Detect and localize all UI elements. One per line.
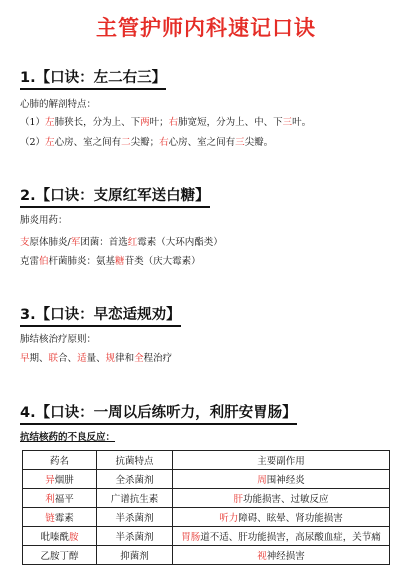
highlight-text: 胃肠 <box>181 532 201 543</box>
text-run: 克雷 <box>20 256 40 267</box>
section-1-line-2 <box>20 137 273 149</box>
cell-effect <box>173 508 390 527</box>
highlight-text: 规 <box>105 353 116 364</box>
text-run: 团菌：首选 <box>80 237 128 248</box>
section-3-line-1 <box>20 353 172 365</box>
highlight-text: 伯 <box>39 256 49 267</box>
text-run: 福平 <box>54 494 74 505</box>
cell-effect <box>173 470 390 489</box>
table-row <box>23 546 390 565</box>
highlight-text: 右 <box>159 137 169 148</box>
highlight-text: 全 <box>134 353 144 364</box>
section-1-line-1 <box>20 117 311 129</box>
text-run: 原体肺炎/ <box>29 237 71 248</box>
text-run: 围神经炎 <box>266 475 305 486</box>
text-run: （2） <box>20 137 46 148</box>
text-run: 肺宽短，分为上、中、下 <box>178 117 283 128</box>
table-row <box>23 489 390 508</box>
cell-drug <box>23 546 97 565</box>
cell-feature: 抑菌剂 <box>97 546 173 565</box>
adverse-reaction-table <box>22 450 390 565</box>
text-run: 合、 <box>58 353 78 364</box>
highlight-text: 早 <box>20 353 30 364</box>
highlight-text: 左 <box>45 137 55 148</box>
header-effect: 主要副作用 <box>173 451 390 470</box>
section-2-heading: 2.【口诀：支原红军送白糖】 <box>20 187 210 208</box>
page-title: 主管护师内科速记口诀 <box>96 16 316 40</box>
cell-feature: 半杀菌剂 <box>97 527 173 546</box>
text-run: 障碍、眩晕、肾功能损害 <box>238 513 343 524</box>
text-run: 苷类（庆大霉素） <box>124 256 201 267</box>
text-run: 杆菌肺炎：氨基 <box>48 256 116 267</box>
cell-effect <box>173 527 390 546</box>
text-run: 叶。 <box>292 117 312 128</box>
highlight-text: 周 <box>257 475 267 486</box>
highlight-text: 军 <box>70 237 81 248</box>
cell-drug <box>23 527 97 546</box>
section-2-label: 肺炎用药： <box>20 215 68 226</box>
cell-drug <box>23 470 97 489</box>
highlight-text: 利 <box>45 494 55 505</box>
cell-feature: 广谱抗生素 <box>97 489 173 508</box>
text-run: 霉素（大环内酯类） <box>137 237 223 248</box>
text-run: 肺狭长，分为上、下 <box>54 117 141 128</box>
header-drug: 药名 <box>23 451 97 470</box>
highlight-text: 二 <box>121 137 131 148</box>
highlight-text: 红 <box>127 237 138 248</box>
cell-drug <box>23 489 97 508</box>
text-run: （1） <box>20 117 46 128</box>
highlight-text: 链 <box>45 513 55 524</box>
section-4-label: 抗结核药的不良反应： <box>20 432 116 443</box>
text-run: 神经损害 <box>266 551 305 562</box>
text-run: 尖瓣； <box>130 137 160 148</box>
section-3-label: 肺结核治疗原则： <box>20 334 97 345</box>
cell-effect <box>173 489 390 508</box>
cell-effect <box>173 546 390 565</box>
section-4-heading: 4.【口诀：一周以后练听力，利肝安胃肠】 <box>20 404 297 425</box>
text-run: 心房、室之间有 <box>168 137 236 148</box>
cell-feature: 半杀菌剂 <box>97 508 173 527</box>
highlight-text: 联 <box>48 353 59 364</box>
text-run: 烟肼 <box>54 475 74 486</box>
text-run: 乙胺丁醇 <box>40 551 79 562</box>
highlight-text: 右 <box>168 117 179 128</box>
highlight-text: 肝 <box>233 494 243 505</box>
text-run: 程治疗 <box>143 353 173 364</box>
highlight-text: 异 <box>45 475 55 486</box>
section-3-heading: 3.【口诀：早恋适规劝】 <box>20 306 181 327</box>
text-run: 期、 <box>29 353 49 364</box>
table-header-row <box>23 451 390 470</box>
section-2-line-1 <box>20 237 223 249</box>
text-run: 量、 <box>86 353 106 364</box>
text-run: 道不适、肝功能损害，高尿酸血症，关节痛 <box>200 532 381 543</box>
highlight-text: 三 <box>235 137 245 148</box>
highlight-text: 两 <box>140 117 150 128</box>
highlight-text: 适 <box>77 353 87 364</box>
text-run: 吡嗪酰 <box>40 532 69 543</box>
header-feature: 抗菌特点 <box>97 451 173 470</box>
highlight-text: 三 <box>282 117 293 128</box>
text-run: 尖瓣。 <box>244 137 274 148</box>
text-run: 霉素 <box>54 513 74 524</box>
cell-drug <box>23 508 97 527</box>
text-run: 叶； <box>149 117 169 128</box>
section-1-heading: 1.【口诀：左二右三】 <box>20 69 166 90</box>
table-row <box>23 470 390 489</box>
cell-feature: 全杀菌剂 <box>97 470 173 489</box>
table-row <box>23 508 390 527</box>
highlight-text: 糖 <box>115 256 125 267</box>
text-run: 心房、室之间有 <box>54 137 122 148</box>
highlight-text: 左 <box>45 117 55 128</box>
section-2-line-2 <box>20 256 201 268</box>
highlight-text: 胺 <box>69 532 79 543</box>
text-run: 律和 <box>115 353 135 364</box>
highlight-text: 支 <box>20 237 30 248</box>
text-run: 功能损害、过敏反应 <box>243 494 329 505</box>
table-row <box>23 527 390 546</box>
section-1-label: 心肺的解剖特点： <box>20 99 97 110</box>
highlight-text: 听力 <box>219 513 239 524</box>
highlight-text: 视 <box>257 551 267 562</box>
